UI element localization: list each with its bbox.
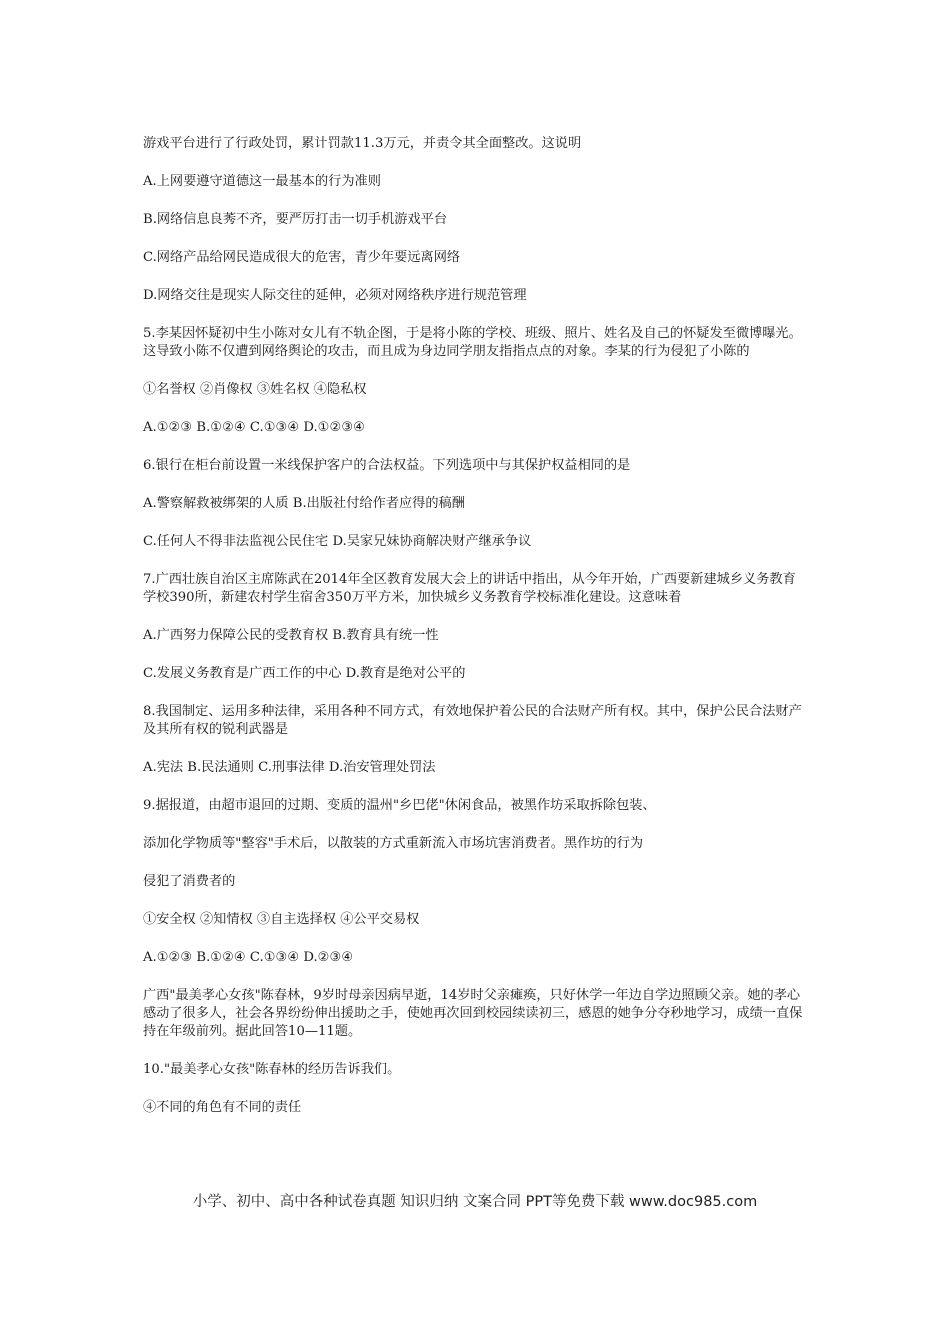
question-5: 5.李某因怀疑初中生小陈对女儿有不轨企图，于是将小陈的学校、班级、照片、姓名及自己的怀疑发至微博曝光。这导致小陈不仅遭到网络舆论的攻击，而且成为身边同学朋友指指点点的对象。李某的行为侵犯了小陈的 (143, 326, 802, 359)
question-9-options: A.①②③ B.①②④ C.①③④ D.②③④ (143, 950, 354, 965)
option-c: C.网络产品给网民造成很大的危害，青少年要远离网络 (143, 250, 461, 265)
question-6: 6.银行在柜台前设置一米线保护客户的合法权益。下列选项中与其保护权益相同的是 (143, 458, 631, 473)
question-5-items: ①名誉权 ②肖像权 ③姓名权 ④隐私权 (143, 382, 367, 397)
question-9-line-2: 添加化学物质等"整容"手术后，以散装的方式重新流入市场坑害消费者。黑作坊的行为 (143, 836, 644, 851)
question-7-options-cd: C.发展义务教育是广西工作的中心 D.教育是绝对公平的 (143, 666, 466, 681)
question-9-line-3: 侵犯了消费者的 (143, 874, 236, 889)
question-6-options-cd: C.任何人不得非法监视公民住宅 D.吴家兄妹协商解决财产继承争议 (143, 534, 532, 549)
material-passage: 广西"最美孝心女孩"陈春林，9岁时母亲因病早逝，14岁时父亲瘫痪，只好休学一年边自学边照顾父亲。她的孝心感动了很多人，社会各界纷纷伸出援助之手，使她再次回到校园续读初三，感恩的她争分夺秒地学习，成绩一直保持在年级前列。据此回答10—11题。 (143, 988, 803, 1039)
option-b: B.网络信息良莠不齐，要严厉打击一切手机游戏平台 (143, 212, 448, 227)
page-footer: 小学、初中、高中各种试卷真题 知识归纳 文案合同 PPT等免费下载 www.doc985.com (192, 1194, 758, 1210)
option-d: D.网络交往是现实人际交往的延伸，必须对网络秩序进行规范管理 (143, 288, 527, 303)
question-7: 7.广西壮族自治区主席陈武在2014年全区教育发展大会上的讲话中指出，从今年开始，广西要新建城乡义务教育学校390所，新建农村学生宿舍350万平方米，加快城乡义务教育学校标准化建设。这意味着 (143, 572, 796, 605)
question-4-stem-end: 游戏平台进行了行政处罚，累计罚款11.3万元，并责令其全面整改。这说明 (143, 136, 582, 151)
question-10-item-4: ④不同的角色有不同的责任 (143, 1100, 302, 1115)
document-body (143, 135, 808, 1117)
question-6-options-ab: A.警察解救被绑架的人质 B.出版社付给作者应得的稿酬 (143, 496, 465, 511)
question-10: 10."最美孝心女孩"陈春林的经历告诉我们。 (143, 1062, 401, 1077)
question-9-items: ①安全权 ②知情权 ③自主选择权 ④公平交易权 (143, 912, 420, 927)
question-5-options: A.①②③ B.①②④ C.①③④ D.①②③④ (143, 420, 365, 435)
question-8-options: A.宪法 B.民法通则 C.刑事法律 D.治安管理处罚法 (143, 760, 436, 775)
question-8: 8.我国制定、运用多种法律，采用各种不同方式，有效地保护着公民的合法财产所有权。其中，保护公民合法财产及其所有权的锐利武器是 (143, 704, 802, 737)
option-a: A.上网要遵守道德这一最基本的行为准则 (143, 174, 381, 189)
question-9-line-1: 9.据报道，由超市退回的过期、变质的温州"乡巴佬"休闲食品，被黑作坊采取拆除包装、 (143, 798, 656, 813)
question-7-options-ab: A.广西努力保障公民的受教育权 B.教育具有统一性 (143, 628, 439, 643)
